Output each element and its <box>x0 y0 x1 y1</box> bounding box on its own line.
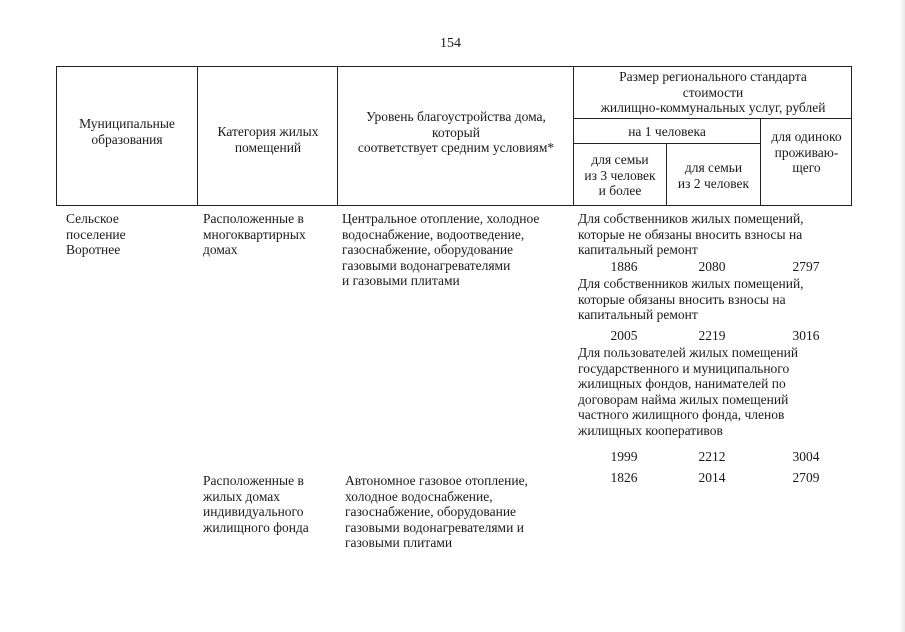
table-header <box>56 66 852 206</box>
header-top-border <box>56 66 852 67</box>
value-single-owners-exempt: 2797 <box>792 259 820 274</box>
header-group-sep <box>573 118 852 119</box>
amenity-autonomous-gas-heating: Автономное газовое отопление, холодное водоснабжение, газоснабжение, оборудование газовыми водонагревателями и газовыми плитами <box>345 473 528 550</box>
header-per-person: на 1 человека <box>628 124 706 139</box>
value-single-owners-obliged: 3016 <box>792 328 820 343</box>
header-amenity-level: Уровень благоустройства дома, который соответствует средним условиям* <box>357 109 555 155</box>
header-left-border <box>56 66 57 206</box>
value-single-tenants: 3004 <box>792 449 820 464</box>
header-municipality: Муниципальные образования <box>79 116 175 147</box>
value-single-individual: 2709 <box>792 470 820 485</box>
scan-edge-shadow <box>899 0 905 632</box>
header-col-sep-2 <box>337 66 338 206</box>
header-col-sep-3 <box>573 66 574 206</box>
amenity-central-heating: Центральное отопление, холодное водоснабжение, водоотведение, газоснабжение, оборудование газовыми водонагревателями и газовыми плитами <box>342 211 540 288</box>
group-tenants-text: Для пользователей жилых помещений государственного и муниципального жилищных фондов, нанимателей по договорам найма жилых помещений частного жилищного фонда, членов жилищных кооперативов <box>578 345 799 438</box>
municipality-name: Сельское поселение Воротнее <box>66 211 126 257</box>
header-col-sep-1 <box>197 66 198 206</box>
page-number: 154 <box>440 36 461 51</box>
value-family2-owners-exempt: 2080 <box>698 259 726 274</box>
header-bottom-border <box>56 205 852 206</box>
header-single-resident: для одиноко проживаю- щего <box>771 129 842 175</box>
value-family3-owners-obliged: 2005 <box>610 328 638 343</box>
header-right-border <box>851 66 852 206</box>
value-family2-individual: 2014 <box>698 470 726 485</box>
group-owners-exempt-text: Для собственников жилых помещений, которые не обязаны вносить взносы на капитальный ремонт <box>578 211 804 257</box>
group-owners-obliged-text: Для собственников жилых помещений, которые обязаны вносить взносы на капитальный ремонт <box>578 276 804 322</box>
value-family3-owners-exempt: 1886 <box>610 259 638 274</box>
value-family2-owners-obliged: 2219 <box>698 328 726 343</box>
category-apartment-buildings: Расположенные в многоквартирных домах <box>203 211 306 257</box>
value-family2-tenants: 2212 <box>698 449 726 464</box>
header-family-sep <box>666 143 667 206</box>
header-family-2: для семьи из 2 человек <box>677 160 750 191</box>
header-family-3: для семьи из 3 человек и более <box>584 152 656 198</box>
header-category: Категория жилых помещений <box>217 124 319 155</box>
header-standard-size: Размер регионального стандарта стоимости жилищно-коммунальных услуг, рублей <box>600 69 826 115</box>
category-individual-houses: Расположенные в жилых домах индивидуального жилищного фонда <box>203 473 309 535</box>
header-single-sep <box>760 118 761 206</box>
value-family3-tenants: 1999 <box>610 449 638 464</box>
value-family3-individual: 1826 <box>610 470 638 485</box>
